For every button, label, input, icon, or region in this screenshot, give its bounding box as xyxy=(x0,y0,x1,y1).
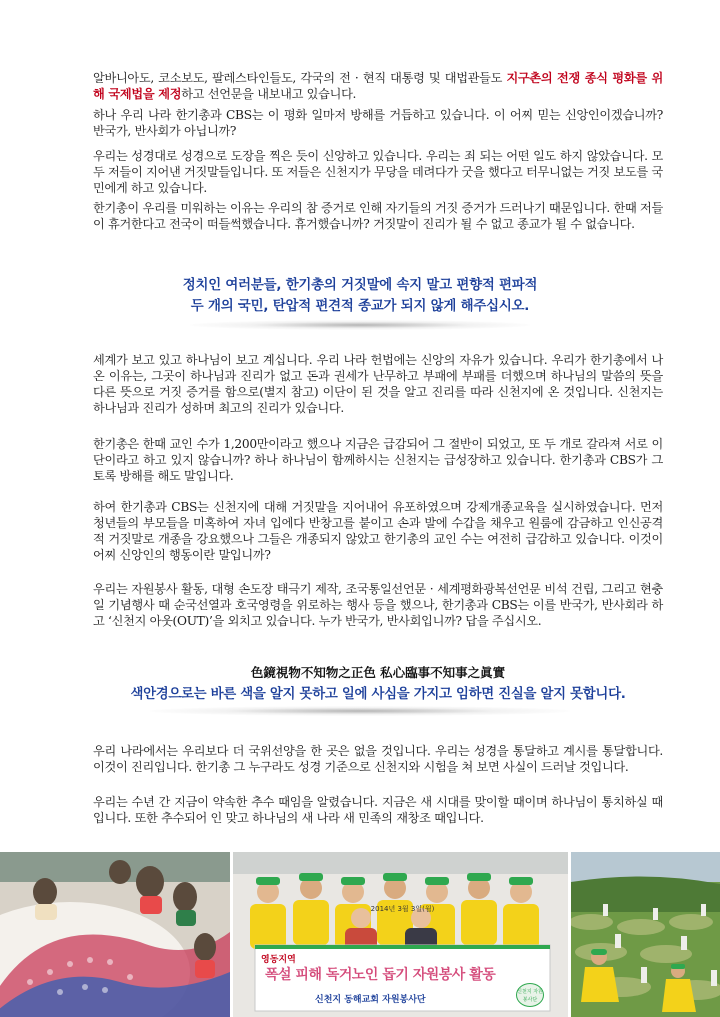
paragraph-text: 알바니아도, 코소보도, 팔레스타인들도, 각국의 전 · 현직 대통령 및 대법관들도 xyxy=(93,71,507,85)
paragraph-peace-obstruction: 하나 우리 나라 한기총과 CBS는 이 평화 일마저 방해를 거듭하고 있습니다. 이 어찌 믿는 신앙인이겠습니까? 반국가, 반사회가 아닙니까? xyxy=(93,108,663,138)
highlight-text: 지구촌의 전쟁 종식 평화를 위해 국제법을 제정 xyxy=(93,71,663,101)
photo-cemetery xyxy=(571,852,720,1017)
paragraph-forced-conversion: 하여 한기총과 CBS는 신천지에 대해 거짓말을 지어내어 유포하였으며 강제개종교육을 실시하였습니다. 먼저 청년들의 부모들을 미혹하여 자녀 입에다 반창고를 붙이고 손과 발에 수갑을 채우고 원룸에 감금하고 인신공격적 거짓말로 개종을 강요했으나 그들은 개종되지 않았고 한기총의 교인 수는 여전히 급감하고 있습니다. 이것이 어찌 신앙인의 행동이란 말입니까? xyxy=(93,500,663,562)
banner-title: 폭설 피해 독거노인 돕기 자원봉사 활동 xyxy=(265,967,496,983)
callout-shadow-divider xyxy=(190,320,530,330)
photo-strip xyxy=(0,852,720,1017)
photo-volunteer-group xyxy=(233,852,568,1017)
quote-hanja: 色鏡視物不知物之正色 私心臨事不知事之眞實 xyxy=(250,665,506,680)
banner-region: 영동지역 xyxy=(261,955,296,965)
paragraph-rapture-lies: 한기총이 우리를 미워하는 이유는 우리의 참 증거로 인해 자기들의 거짓 증거가 드러나기 때문입니다. 한때 저들이 휴거한다고 전국이 떠들썩했습니다. 휴거했습니까? 거짓말이 진리가 될 수 없고 종교가 될 수 없습니다. xyxy=(93,201,663,231)
photo-handprint-flag xyxy=(0,852,230,1017)
quote-shadow-divider xyxy=(150,706,570,716)
quote-korean: 색안경으로는 바른 색을 알지 못하고 일에 사심을 가지고 임하면 진실을 알지 못합니다. xyxy=(130,687,626,702)
handprint-flag-image xyxy=(0,852,230,1017)
event-banner xyxy=(255,905,550,1011)
banner-date: 2014년 3월 3일(월) xyxy=(370,905,435,913)
banner-logo: 신천지 자원봉사단 xyxy=(516,983,544,1007)
banner-organization: 신천지 동해교회 자원봉사단 xyxy=(315,995,426,1005)
paragraph-volunteer-activities: 우리는 자원봉사 활동, 대형 손도장 태극기 제작, 조국통일선언문 · 세계평화광복선언문 비석 건립, 그리고 현충일 기념행사 때 순국선열과 호국영령을 위로하는 행사 등을 했으나, 한기총과 CBS는 이를 반국가, 반사회라 하고 ‘신천지 아웃(OUT)’을 외치고 있습니다. 누가 반국가, 반사회입니까? 답을 주십시오. xyxy=(93,582,663,628)
callout-line-1: 정치인 여러분들, 한기총의 거짓말에 속지 말고 편향적 편파적 xyxy=(182,278,538,293)
paragraph-faith-by-bible: 우리는 성경대로 성경으로 도장을 찍은 듯이 신앙하고 있습니다. 우리는 죄 되는 어떤 일도 하지 않았습니다. 모두 저들이 지어낸 거짓말들입니다. 또 저들은 신천지가 무당을 데려다가 굿을 했다고 터무니없는 거짓 보도를 국민에게 하고 있습니다. xyxy=(93,149,663,195)
callout-politicians xyxy=(110,275,610,317)
cemetery-image xyxy=(571,852,720,1017)
paragraph-harvest-time: 우리는 수년 간 지금이 약속한 추수 때임을 알렸습니다. 지금은 새 시대를 맞이할 때이며 하나님이 통치하실 때입니다. 또한 추수되어 인 맞고 하나님의 새 나라 새 민족의 재창조 때입니다. xyxy=(93,795,663,825)
paragraph-freedom-of-religion: 세계가 보고 있고 하나님이 보고 계십니다. 우리 나라 헌법에는 신앙의 자유가 있습니다. 우리가 한기총에서 나온 이유는, 그곳이 하나님과 진리가 없고 돈과 권세가 난무하고 부패에 부패를 더했으며 하나님의 말씀의 뜻을 다른 뜻으로 거짓 증거를 함으로(별지 참고) 이단이 된 것을 알고 진리를 따라 신천지에 온 것입니다. 신천지는 하나님과 진리가 성하며 최고의 진리가 있습니다. xyxy=(93,353,663,415)
paragraph-national-prestige: 우리 나라에서는 우리보다 더 국위선양을 한 곳은 없을 것입니다. 우리는 성경을 통달하고 계시를 통달합니다. 이것이 진리입니다. 한기총 그 누구라도 성경 기준으로 신천지와 시험을 쳐 보면 사실이 드러날 것입니다. xyxy=(93,744,663,774)
paragraph-text: 하고 선언문을 내보내고 있습니다. xyxy=(181,87,357,101)
paragraph-international-law xyxy=(93,70,663,102)
callout-line-2: 두 개의 국민, 탄압적 편견적 종교가 되지 않게 해주십시오. xyxy=(190,299,530,314)
paragraph-member-decline: 한기총은 한때 교인 수가 1,200만이라고 했으나 지금은 급감되어 그 절반이 되었고, 또 두 개로 갈라져 서로 이단이라고 하고 있지 않습니까? 하나 하나님이 함께하시는 신천지는 급성장하고 있습니다. 한기총과 CBS가 그토록 방해를 해도 말입니다. xyxy=(93,437,663,483)
